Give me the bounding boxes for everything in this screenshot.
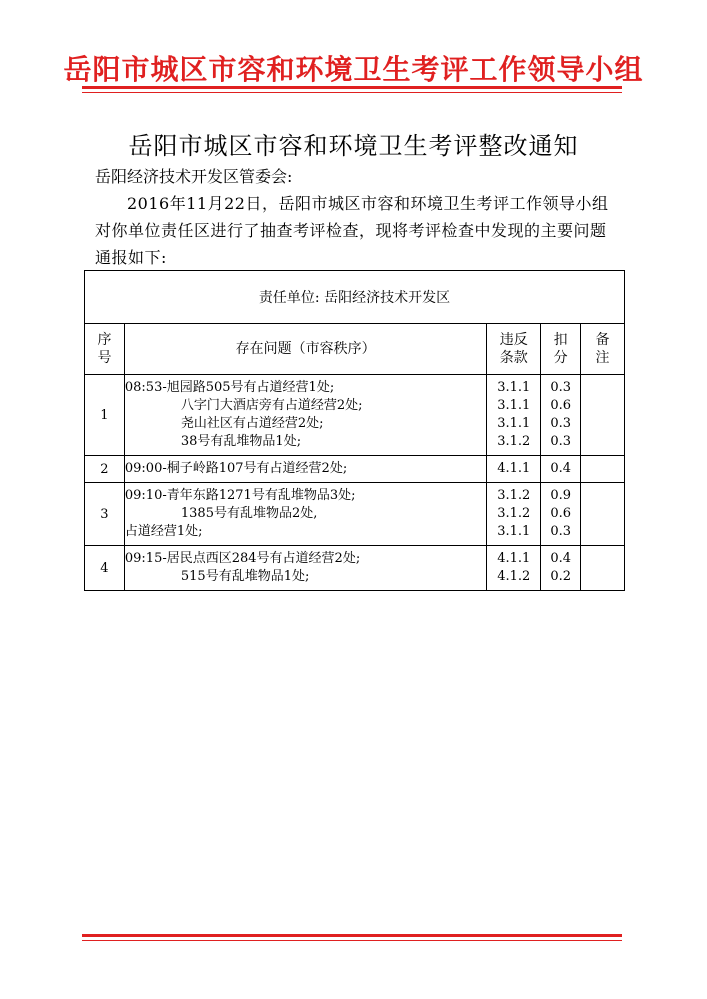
deduction-value: 0.6 (550, 506, 571, 521)
row-number: 2 (85, 456, 125, 483)
issue-line: 占道经营1处; (124, 524, 203, 539)
row-clause (487, 483, 541, 546)
deduction-value: 0.3 (550, 524, 571, 539)
clause-value: 4.1.2 (497, 569, 531, 584)
footer-rule-thick (82, 934, 622, 937)
row-clause (487, 456, 541, 483)
clause-value: 4.1.1 (497, 461, 531, 476)
deduction-value: 0.3 (550, 380, 571, 395)
deduction-value: 0.6 (550, 398, 571, 413)
letterhead-rule-thin (82, 92, 622, 93)
table-row (85, 456, 625, 483)
row-note (581, 456, 625, 483)
row-number: 3 (85, 483, 125, 546)
row-deduction (541, 375, 581, 456)
header-no: 序 号 (85, 324, 125, 375)
deduction-value: 0.4 (550, 551, 571, 566)
header-score: 扣 分 (541, 324, 581, 375)
deduction-value: 0.9 (550, 488, 571, 503)
issue-line: 08:53-旭园路505号有占道经营1处; (124, 380, 335, 395)
row-issue (124, 456, 486, 483)
issue-line: 09:15-居民点西区284号有占道经营2处; (124, 551, 361, 566)
issue-line: 09:10-青年东路1271号有乱堆物品3处; (124, 488, 356, 503)
document-title: 岳阳市城区市容和环境卫生考评整改通知 (128, 132, 579, 160)
row-issue (124, 483, 486, 546)
deduction-value: 0.2 (550, 569, 571, 584)
recipient: 岳阳经济技术开发区管委会: (95, 167, 293, 186)
responsible-unit: 责任单位: 岳阳经济技术开发区 (85, 271, 625, 324)
issue-line: 八字门大酒店旁有占道经营2处; (180, 398, 363, 413)
deduction-value: 0.3 (550, 434, 571, 449)
row-deduction (541, 546, 581, 591)
row-deduction (541, 483, 581, 546)
clause-value: 3.1.1 (497, 524, 531, 539)
issue-line: 515号有乱堆物品1处; (180, 569, 310, 584)
unit-row (85, 271, 625, 324)
table-row (85, 375, 625, 456)
table-row (85, 483, 625, 546)
header-issue: 存在问题（市容秩序） (124, 324, 486, 375)
row-issue (124, 546, 486, 591)
clause-value: 3.1.2 (497, 434, 531, 449)
header-code: 违反 条款 (487, 324, 541, 375)
table-row (85, 546, 625, 591)
body-paragraph: 2016年11月22日，岳阳市城区市容和环境卫生考评工作领导小组对你单位责任区进行了抽查考评检查，现将考评检查中发现的主要问题通报如下: (95, 194, 609, 267)
issue-line: 尧山社区有占道经营2处; (180, 416, 324, 431)
clause-value: 4.1.1 (497, 551, 531, 566)
row-note (581, 375, 625, 456)
letterhead-rule-thick (82, 86, 622, 89)
row-issue (124, 375, 486, 456)
issues-table (84, 270, 625, 591)
footer-rule-thin (82, 940, 622, 941)
row-note (581, 483, 625, 546)
issue-line: 1385号有乱堆物品2处, (180, 506, 318, 521)
table-header-row (85, 324, 625, 375)
row-number: 4 (85, 546, 125, 591)
row-clause (487, 546, 541, 591)
header-note: 备 注 (581, 324, 625, 375)
row-clause (487, 375, 541, 456)
issue-line: 38号有乱堆物品1处; (180, 434, 302, 449)
issue-line: 09:00-桐子岭路107号有占道经营2处; (124, 461, 348, 476)
letterhead-title: 岳阳市城区市容和环境卫生考评工作领导小组 (63, 53, 644, 86)
row-number: 1 (85, 375, 125, 456)
row-note (581, 546, 625, 591)
deduction-value: 0.4 (550, 461, 571, 476)
deduction-value: 0.3 (550, 416, 571, 431)
clause-value: 3.1.2 (497, 506, 531, 521)
clause-value: 3.1.2 (497, 488, 531, 503)
clause-value: 3.1.1 (497, 380, 531, 395)
row-deduction (541, 456, 581, 483)
clause-value: 3.1.1 (497, 398, 531, 413)
clause-value: 3.1.1 (497, 416, 531, 431)
